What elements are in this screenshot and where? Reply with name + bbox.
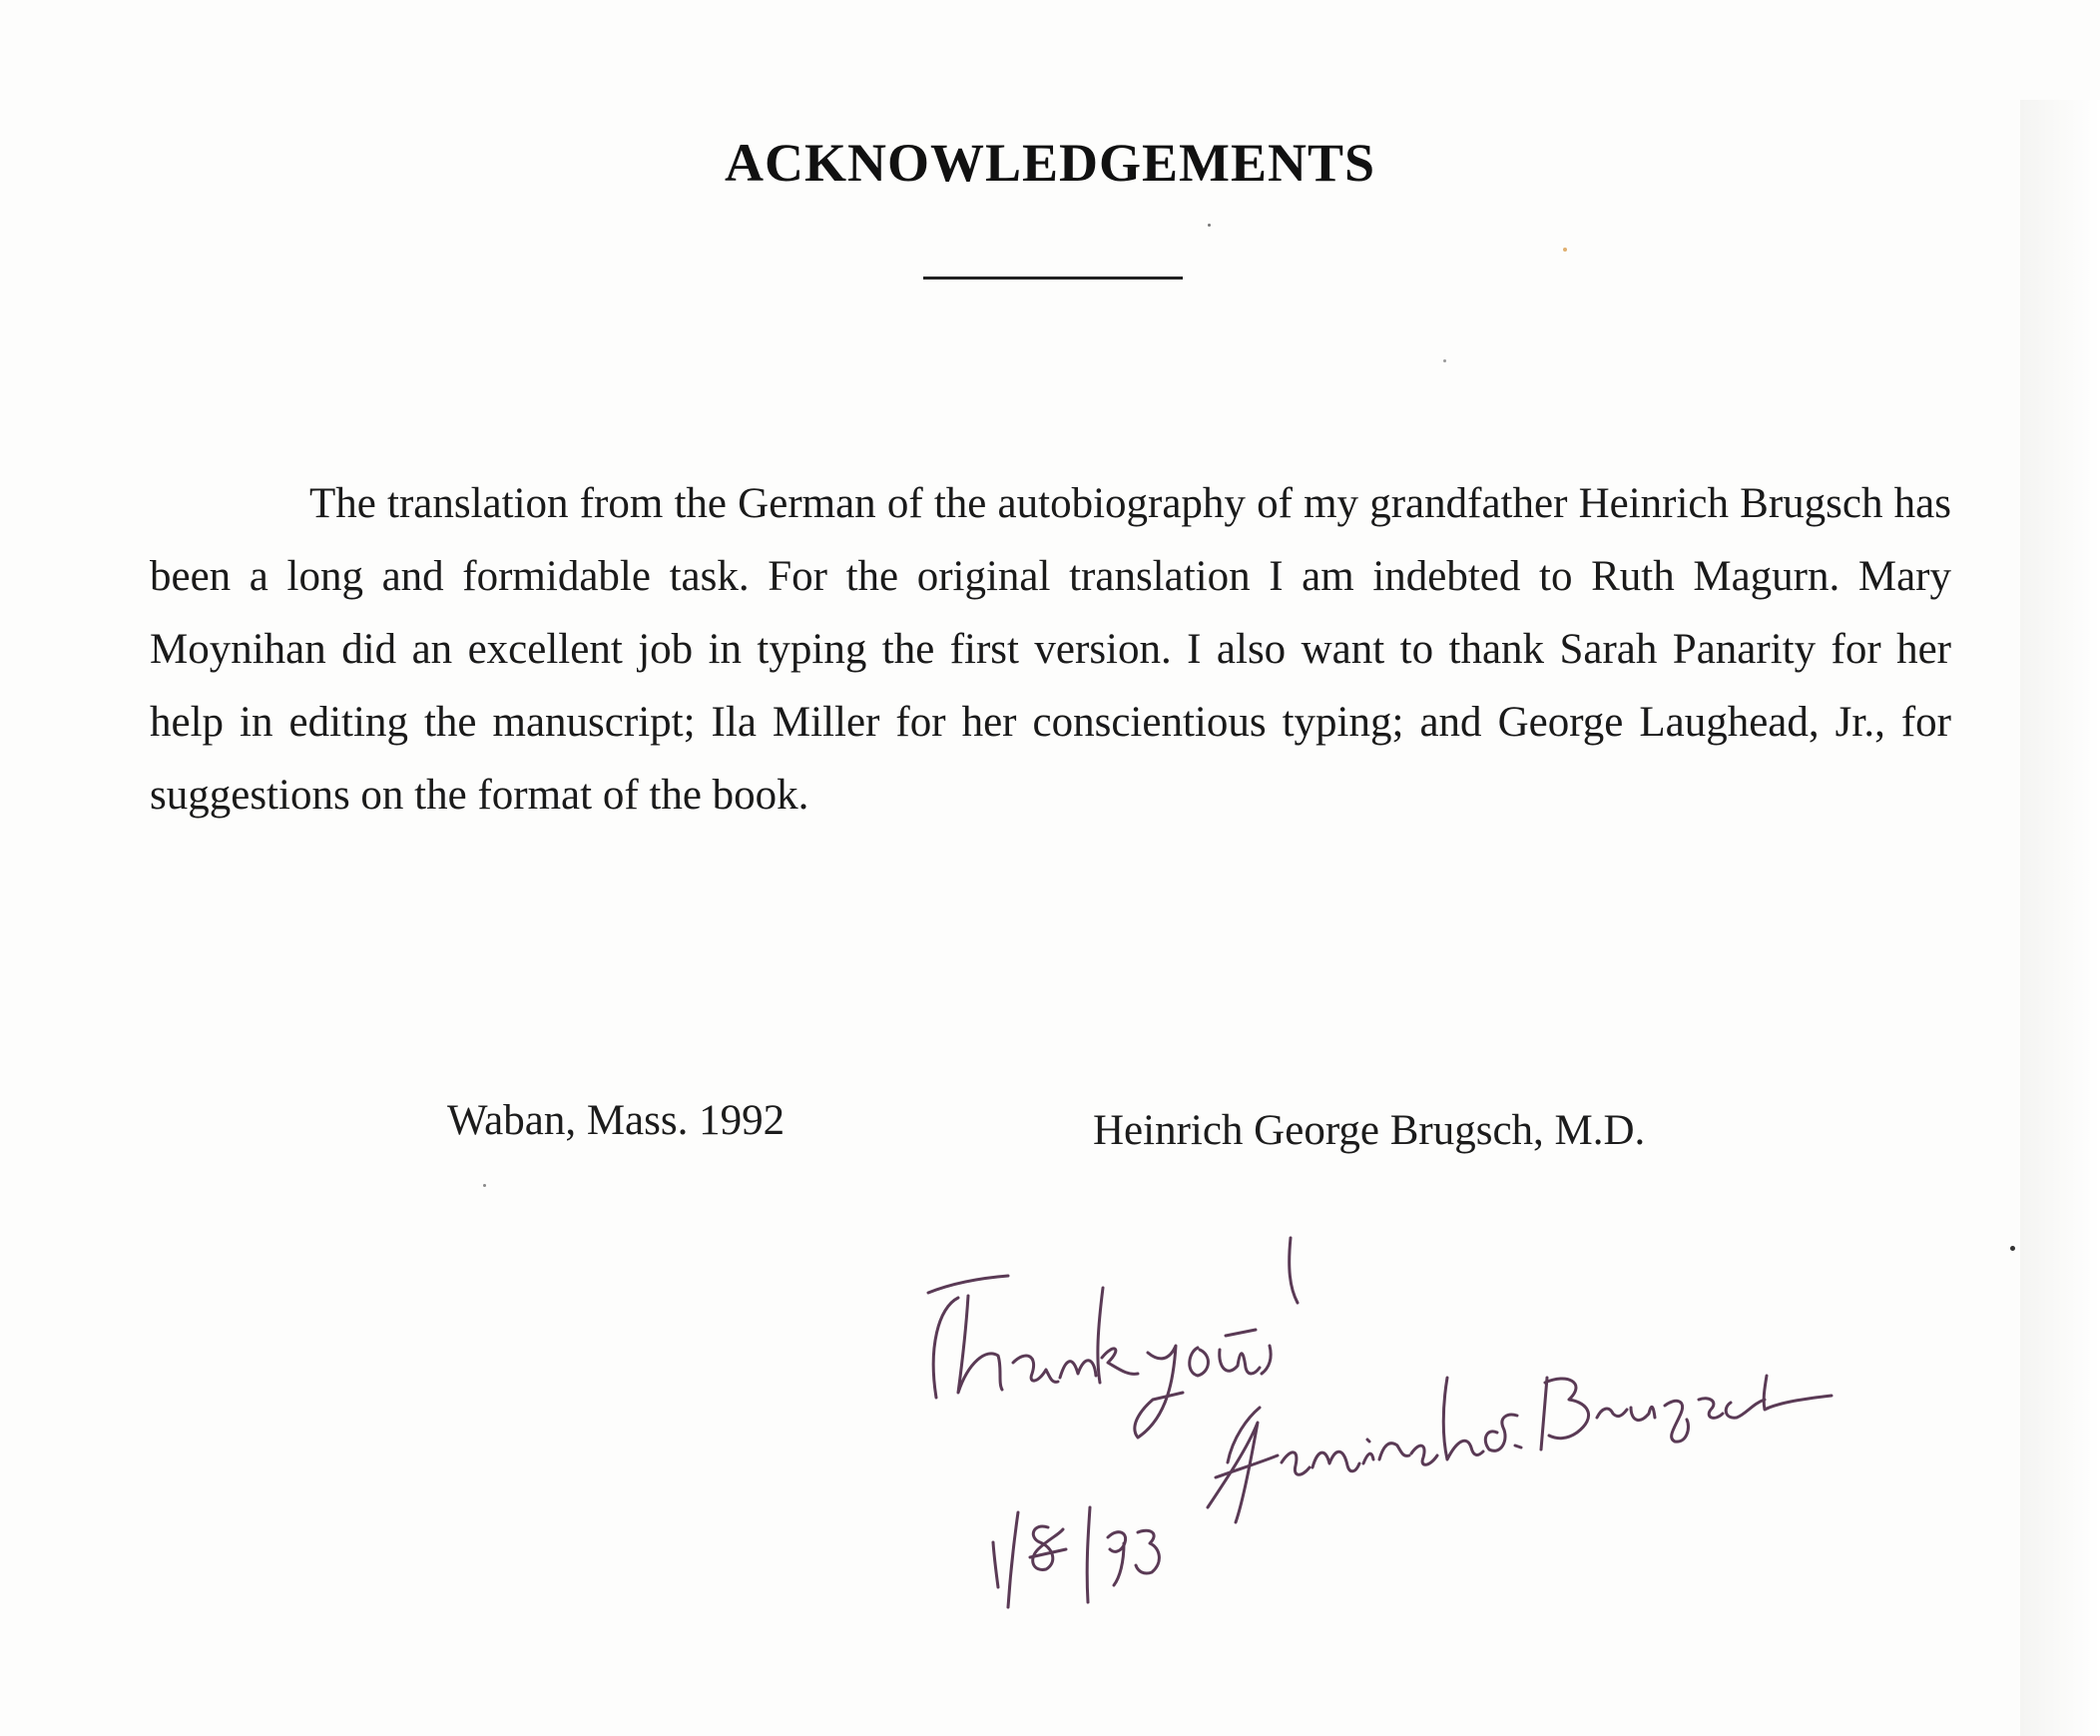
scan-speck — [1208, 224, 1211, 227]
handwritten-thank-you — [928, 1238, 1298, 1438]
handwritten-inscription — [898, 1178, 1846, 1617]
handwritten-signature — [1208, 1376, 1832, 1522]
page-edge-shadow — [2020, 100, 2100, 1736]
scan-speck — [1443, 359, 1446, 362]
scan-speck — [483, 1184, 486, 1187]
scan-speck — [1563, 248, 1567, 252]
title-divider — [923, 277, 1183, 280]
scan-speck — [2010, 1246, 2015, 1251]
place-and-date: Waban, Mass. 1992 — [447, 1097, 786, 1144]
page-title: ACKNOWLEDGEMENTS — [724, 133, 1376, 193]
printed-signature-name: Heinrich George Brugsch, M.D. — [1093, 1107, 1646, 1154]
handwritten-date — [993, 1507, 1159, 1607]
acknowledgement-paragraph: The translation from the German of the autobiography of my grandfather Heinrich Brugsch has been a long and formidable task. For the original translation I am indebted to Ruth Magurn. Mary Moynihan did an excellent job in typing the first version. I also want to thank Sarah Panarity for her help in editing the manuscript; Ila Miller for her conscientious typing; and George Laughead, Jr., for suggestions on the format of the book. — [150, 480, 1951, 819]
